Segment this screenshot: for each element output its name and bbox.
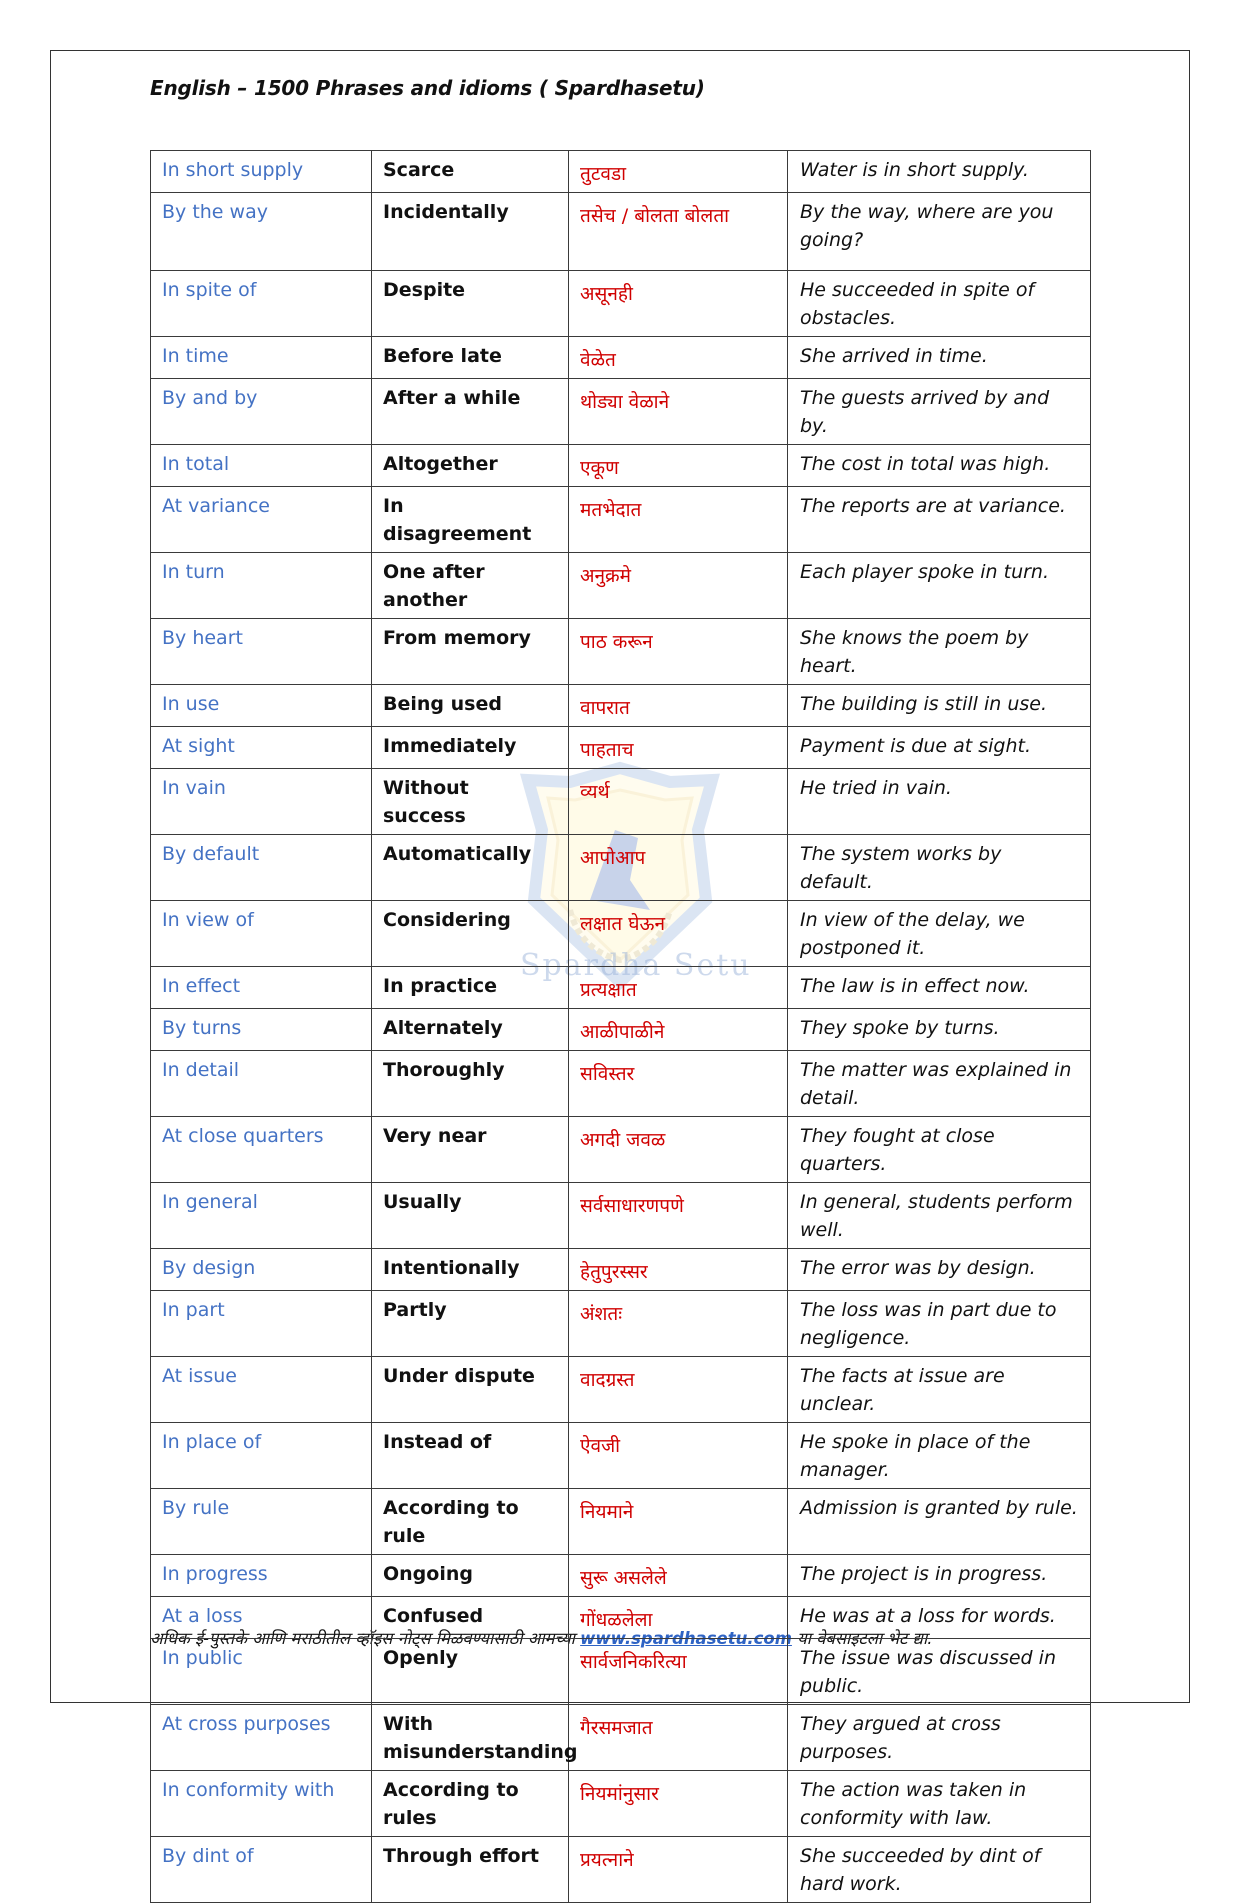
meaning-cell: Intentionally (372, 1249, 569, 1291)
meaning-cell: Being used (372, 685, 569, 727)
phrase-cell: In short supply (151, 151, 372, 193)
meaning-cell: From memory (372, 619, 569, 685)
phrase-cell: In time (151, 337, 372, 379)
phrase-cell: By turns (151, 1009, 372, 1051)
example-cell: By the way, where are you going? (788, 193, 1091, 271)
phrase-cell: By the way (151, 193, 372, 271)
table-row (151, 1597, 1091, 1639)
example-cell: The error was by design. (788, 1249, 1091, 1291)
document-title: English – 1500 Phrases and idioms ( Spardhasetu) (150, 76, 705, 100)
marathi-cell: लक्षात घेऊन (569, 901, 788, 967)
phrase-cell: By and by (151, 379, 372, 445)
marathi-cell: सार्वजनिकरित्या (569, 1639, 788, 1705)
marathi-cell: ऐवजी (569, 1423, 788, 1489)
phrase-cell: By default (151, 835, 372, 901)
marathi-cell: सुरू असलेले (569, 1555, 788, 1597)
example-cell: The guests arrived by and by. (788, 379, 1091, 445)
example-cell: The building is still in use. (788, 685, 1091, 727)
table-row (151, 1249, 1091, 1291)
marathi-cell: हेतुपुरस्सर (569, 1249, 788, 1291)
footer-text-before: अधिक ई-पुस्तके आणि मराठीतील व्हॉइस नोट्स मिळवण्यासाठी आमच्या (150, 1629, 581, 1648)
meaning-cell: Altogether (372, 445, 569, 487)
meaning-cell: Very near (372, 1117, 569, 1183)
phrase-cell: At a loss (151, 1597, 372, 1639)
marathi-cell: गैरसमजात (569, 1705, 788, 1771)
example-cell: She arrived in time. (788, 337, 1091, 379)
marathi-cell: प्रयत्नाने (569, 1837, 788, 1903)
table-row (151, 727, 1091, 769)
example-cell: Water is in short supply. (788, 151, 1091, 193)
table-row (151, 193, 1091, 271)
marathi-cell: आपोआप (569, 835, 788, 901)
meaning-cell: Without success (372, 769, 569, 835)
table-row (151, 553, 1091, 619)
marathi-cell: आळीपाळीने (569, 1009, 788, 1051)
example-cell: The action was taken in conformity with law. (788, 1771, 1091, 1837)
meaning-cell: Immediately (372, 727, 569, 769)
phrase-cell: In progress (151, 1555, 372, 1597)
table-row (151, 1489, 1091, 1555)
meaning-cell: Scarce (372, 151, 569, 193)
table-row (151, 151, 1091, 193)
example-cell: The loss was in part due to negligence. (788, 1291, 1091, 1357)
table-row (151, 379, 1091, 445)
meaning-cell: Before late (372, 337, 569, 379)
meaning-cell: Considering (372, 901, 569, 967)
marathi-cell: पाठ करून (569, 619, 788, 685)
phrase-cell: In use (151, 685, 372, 727)
phrase-cell: In effect (151, 967, 372, 1009)
example-cell: Admission is granted by rule. (788, 1489, 1091, 1555)
phrase-cell: By dint of (151, 1837, 372, 1903)
table-row (151, 445, 1091, 487)
example-cell: He spoke in place of the manager. (788, 1423, 1091, 1489)
example-cell: The reports are at variance. (788, 487, 1091, 553)
example-cell: The facts at issue are unclear. (788, 1357, 1091, 1423)
marathi-cell: एकूण (569, 445, 788, 487)
table-row (151, 769, 1091, 835)
meaning-cell: Under dispute (372, 1357, 569, 1423)
table-row (151, 1357, 1091, 1423)
website-link[interactable]: www.spardhasetu.com (580, 1629, 792, 1648)
marathi-cell: तसेच / बोलता बोलता (569, 193, 788, 271)
phrases-table-body (151, 151, 1091, 1903)
marathi-cell: पाहताच (569, 727, 788, 769)
table-row (151, 967, 1091, 1009)
marathi-cell: थोड्या वेळाने (569, 379, 788, 445)
example-cell: The system works by default. (788, 835, 1091, 901)
example-cell: They fought at close quarters. (788, 1117, 1091, 1183)
phrase-cell: In view of (151, 901, 372, 967)
meaning-cell: Despite (372, 271, 569, 337)
meaning-cell: In practice (372, 967, 569, 1009)
marathi-cell: सर्वसाधारणपणे (569, 1183, 788, 1249)
example-cell: He tried in vain. (788, 769, 1091, 835)
table-row (151, 1009, 1091, 1051)
phrase-cell: In total (151, 445, 372, 487)
example-cell: They spoke by turns. (788, 1009, 1091, 1051)
table-row (151, 1183, 1091, 1249)
meaning-cell: According to rules (372, 1771, 569, 1837)
phrase-cell: In spite of (151, 271, 372, 337)
marathi-cell: वादग्रस्त (569, 1357, 788, 1423)
example-cell: The law is in effect now. (788, 967, 1091, 1009)
meaning-cell: Partly (372, 1291, 569, 1357)
phrase-cell: At cross purposes (151, 1705, 372, 1771)
table-row (151, 337, 1091, 379)
footer-text-after: या वेबसाइटला भेट द्या. (791, 1629, 933, 1648)
meaning-cell: According to rule (372, 1489, 569, 1555)
phrase-cell: At sight (151, 727, 372, 769)
table-row (151, 901, 1091, 967)
marathi-cell: अंशतः (569, 1291, 788, 1357)
example-cell: He succeeded in spite of obstacles. (788, 271, 1091, 337)
phrase-cell: In detail (151, 1051, 372, 1117)
example-cell: The issue was discussed in public. (788, 1639, 1091, 1705)
example-cell: She succeeded by dint of hard work. (788, 1837, 1091, 1903)
phrases-table (150, 150, 1091, 1903)
phrase-cell: At variance (151, 487, 372, 553)
meaning-cell: Openly (372, 1639, 569, 1705)
marathi-cell: अनुक्रमे (569, 553, 788, 619)
marathi-cell: व्यर्थ (569, 769, 788, 835)
table-row (151, 1291, 1091, 1357)
meaning-cell: Ongoing (372, 1555, 569, 1597)
example-cell: He was at a loss for words. (788, 1597, 1091, 1639)
phrase-cell: At close quarters (151, 1117, 372, 1183)
marathi-cell: सविस्तर (569, 1051, 788, 1117)
marathi-cell: अगदी जवळ (569, 1117, 788, 1183)
meaning-cell: Confused (372, 1597, 569, 1639)
meaning-cell: After a while (372, 379, 569, 445)
meaning-cell: With misunderstanding (372, 1705, 569, 1771)
table-row (151, 487, 1091, 553)
marathi-cell: गोंधळलेला (569, 1597, 788, 1639)
example-cell: The project is in progress. (788, 1555, 1091, 1597)
meaning-cell: Thoroughly (372, 1051, 569, 1117)
meaning-cell: Alternately (372, 1009, 569, 1051)
meaning-cell: Instead of (372, 1423, 569, 1489)
marathi-cell: तुटवडा (569, 151, 788, 193)
phrase-cell: By design (151, 1249, 372, 1291)
phrase-cell: By heart (151, 619, 372, 685)
table-row (151, 685, 1091, 727)
phrase-cell: In vain (151, 769, 372, 835)
example-cell: She knows the poem by heart. (788, 619, 1091, 685)
example-cell: The matter was explained in detail. (788, 1051, 1091, 1117)
phrase-cell: In public (151, 1639, 372, 1705)
marathi-cell: वेळेत (569, 337, 788, 379)
marathi-cell: मतभेदात (569, 487, 788, 553)
marathi-cell: प्रत्यक्षात (569, 967, 788, 1009)
meaning-cell: Through effort (372, 1837, 569, 1903)
phrase-cell: In part (151, 1291, 372, 1357)
meaning-cell: In disagreement (372, 487, 569, 553)
table-row (151, 1051, 1091, 1117)
table-row (151, 1639, 1091, 1705)
example-cell: In view of the delay, we postponed it. (788, 901, 1091, 967)
phrase-cell: In place of (151, 1423, 372, 1489)
table-row (151, 1705, 1091, 1771)
example-cell: Payment is due at sight. (788, 727, 1091, 769)
marathi-cell: नियमांनुसार (569, 1771, 788, 1837)
table-row (151, 1555, 1091, 1597)
table-row (151, 271, 1091, 337)
meaning-cell: Usually (372, 1183, 569, 1249)
meaning-cell: One after another (372, 553, 569, 619)
phrase-cell: In turn (151, 553, 372, 619)
phrase-cell: By rule (151, 1489, 372, 1555)
example-cell: Each player spoke in turn. (788, 553, 1091, 619)
marathi-cell: असूनही (569, 271, 788, 337)
example-cell: They argued at cross purposes. (788, 1705, 1091, 1771)
table-row (151, 1771, 1091, 1837)
table-row (151, 1117, 1091, 1183)
table-row (151, 619, 1091, 685)
phrase-cell: At issue (151, 1357, 372, 1423)
meaning-cell: Automatically (372, 835, 569, 901)
example-cell: The cost in total was high. (788, 445, 1091, 487)
marathi-cell: नियमाने (569, 1489, 788, 1555)
example-cell: In general, students perform well. (788, 1183, 1091, 1249)
marathi-cell: वापरात (569, 685, 788, 727)
table-row (151, 835, 1091, 901)
phrase-cell: In general (151, 1183, 372, 1249)
table-row (151, 1837, 1091, 1903)
watermark-text: Spardha Setu (520, 948, 752, 983)
table-row (151, 1423, 1091, 1489)
phrase-cell: In conformity with (151, 1771, 372, 1837)
meaning-cell: Incidentally (372, 193, 569, 271)
